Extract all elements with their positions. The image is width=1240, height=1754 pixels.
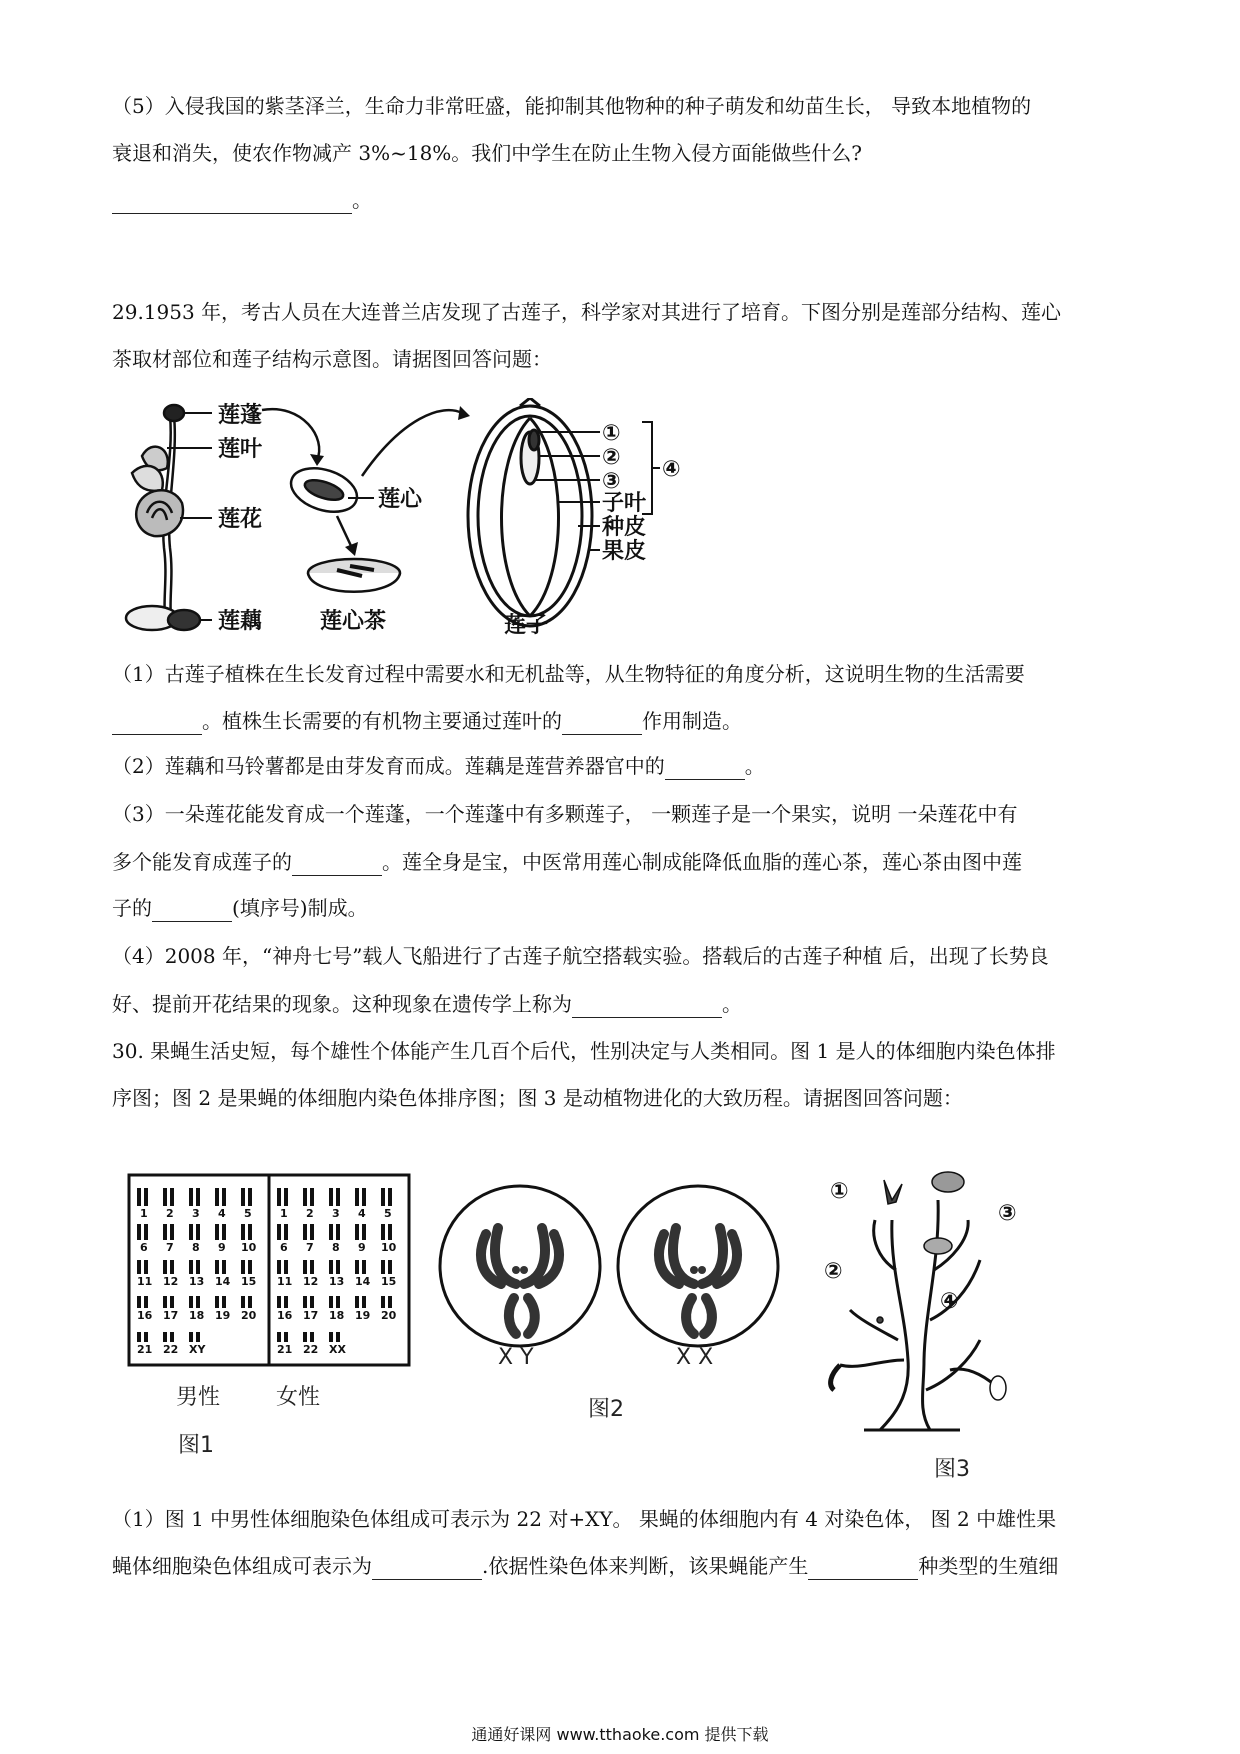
fig1-caption: 图1 [178,1433,214,1458]
reptile-icon [924,1238,952,1254]
q29-2-line [112,752,765,780]
text-segment: 种类型的生殖细 [918,1554,1059,1578]
chromosome-number: 20 [241,1309,257,1322]
answer-blank[interactable] [292,853,382,876]
chromosome-number: 9 [218,1241,226,1254]
animal-mark-icon [877,1317,883,1323]
chromosome-number: 3 [332,1207,340,1220]
chromosome-number: 5 [244,1207,252,1220]
chromosome-number: 14 [215,1275,231,1288]
q29-4-line1: （4）2008 年，“神舟七号”载人飞船进行了古莲子航空搭载实验。搭载后的古莲子种植 后，出现了长势良 [112,944,1049,968]
text-segment: 多个能发育成莲子的 [112,850,292,874]
chromosome-number: 18 [189,1309,205,1322]
lotus-tea-cup [308,559,400,592]
text-segment: 。 [722,992,742,1016]
label-part-2: ② [602,445,621,470]
sex-chromosome-xy: X Y [498,1345,534,1370]
chromosome-number: 6 [140,1241,148,1254]
punctuation: 。 [352,188,372,212]
chromosome-number: 6 [280,1241,288,1254]
chromosome-number: 22 [303,1343,319,1356]
text-segment: 子的 [112,896,152,920]
fig2-caption: 图2 [588,1397,624,1422]
label-evo-1: ① [830,1179,849,1204]
chromosome-number: XX [329,1343,346,1356]
q29-3-line3 [112,894,368,922]
label-evo-2: ② [824,1259,843,1284]
text-segment: 。植株生长需要的有机物主要通过莲叶的 [202,709,562,733]
q28-5-line2: 衰退和消失，使农作物减产 3%~18%。我们中学生在防止生物入侵方面能做些什么? [112,141,863,165]
chromosome-number: 21 [137,1343,153,1356]
answer-blank[interactable] [562,712,642,735]
label-lotus-root: 莲藕 [218,609,263,634]
chromosome-number: 10 [241,1241,257,1254]
chromosome-number: 16 [137,1309,153,1322]
text-segment: 好、提前开花结果的现象。这种现象在遗传学上称为 [112,992,572,1016]
label-lotus-seed: 莲子 [504,613,549,638]
chromosome-number: 1 [280,1207,288,1220]
chromosome-number: 10 [381,1241,397,1254]
mammal-icon [932,1172,964,1192]
q30-intro-line1: 30. 果蝇生活史短，每个雄性个体能产生几百个后代，性别决定与人类相同。图 1 是人的体细胞内染色体排 [112,1039,1056,1063]
chromosome-number: 8 [332,1241,340,1254]
label-evo-4: ④ [940,1289,959,1314]
text-segment: （2）莲藕和马铃薯都是由芽发育而成。莲藕是莲营养器官中的 [112,754,665,778]
chromosome-number: 13 [329,1275,345,1288]
chromosome-number: 1 [140,1207,148,1220]
bird-icon [884,1180,902,1204]
label-part-1: ① [602,421,621,446]
seedling-icon [990,1376,1006,1400]
q29-1-line1: （1）古莲子植株在生长发育过程中需要水和无机盐等，从生物特征的角度分析，这说明生物的生活需要 [112,662,1025,686]
label-evo-3: ③ [998,1201,1017,1226]
label-seed-coat: 种皮 [602,515,647,540]
lotus-seed-small [285,460,362,519]
chromosome-number: 4 [218,1207,226,1220]
q28-5-answer-line [112,186,372,214]
label-female: 女性 [276,1385,321,1410]
chromosome-number: 12 [303,1275,319,1288]
label-lotus-tea: 莲心茶 [320,609,387,634]
chromosome-number: 14 [355,1275,371,1288]
answer-blank[interactable] [372,1557,482,1580]
chromosome-number: 7 [166,1241,174,1254]
q29-intro-line1: 29.1953 年，考古人员在大连普兰店发现了古莲子，科学家对其进行了培育。下图分别是莲部分结构、莲心 [112,300,1062,324]
q29-3-line2 [112,848,1022,876]
label-part-4-embryo: ④ [662,457,681,482]
chromosome-number: 13 [189,1275,205,1288]
label-lotus-heart: 莲心 [378,487,423,512]
chromosome-number: 19 [355,1309,371,1322]
chromosome-number: 15 [241,1275,257,1288]
label-part-3: ③ [602,469,621,494]
label-lotus-flower: 莲花 [218,507,263,532]
chromosome-number: 17 [303,1309,319,1322]
chromosome-number: 19 [215,1309,231,1322]
chromosome-number: 17 [163,1309,179,1322]
text-segment: .依据性染色体来判断，该果蝇能产生 [482,1554,809,1578]
chromosome-number: 7 [306,1241,314,1254]
chromosome-number: 18 [329,1309,345,1322]
text-segment: 。莲全身是宝，中医常用莲心制成能降低血脂的莲心茶，莲心茶由图中莲 [382,850,1022,874]
chromosome-number: 8 [192,1241,200,1254]
q30-1-line1: （1）图 1 中男性体细胞染色体组成可表示为 22 对+XY。 果蝇的体细胞内有 4 对染色体， 图 2 中雄性果 [112,1507,1057,1531]
male-fruitfly-cell [440,1186,600,1370]
fruitfly-chromosome-figure [436,1166,796,1436]
chromosome-number: 20 [381,1309,397,1322]
answer-blank[interactable] [665,757,745,780]
answer-blank[interactable] [808,1557,918,1580]
chromosome-number: 2 [166,1207,174,1220]
chromosome-number: 11 [137,1275,153,1288]
evolution-tree-figure [820,1160,1060,1480]
chromosome-number: 4 [358,1207,366,1220]
chromosome-number: 12 [163,1275,179,1288]
q29-3-line1: （3）一朵莲花能发育成一个莲蓬，一个莲蓬中有多颗莲子， 一颗莲子是一个果实，说明 一朵莲花中有 [112,802,1018,826]
text-segment: 作用制造。 [642,709,742,733]
chromosome-number: 15 [381,1275,397,1288]
chromosome-number: 11 [277,1275,293,1288]
label-pericarp: 果皮 [602,539,647,564]
chromosome-number: XY [189,1343,206,1356]
answer-blank[interactable] [112,191,352,214]
karyotype-figure [126,1172,416,1462]
label-lotus-pod: 莲蓬 [218,403,263,428]
sex-chromosome-xx: X X [676,1345,714,1370]
text-segment: 蝇体细胞染色体组成可表示为 [112,1554,372,1578]
label-lotus-leaf: 莲叶 [218,437,263,462]
lotus-structure-figure [112,398,792,638]
answer-blank[interactable] [112,712,202,735]
chromosome-number: 21 [277,1343,293,1356]
label-male: 男性 [176,1385,221,1410]
chromosome-number: 2 [306,1207,314,1220]
q29-intro-line2: 茶取材部位和莲子结构示意图。请据图回答问题： [112,347,552,371]
answer-blank[interactable] [572,995,722,1018]
answer-blank[interactable] [152,899,232,922]
text-segment: 。 [744,754,765,778]
chromosome-number: 3 [192,1207,200,1220]
page-footer: 通通好课网 www.tthaoke.com 提供下载 [471,1725,769,1744]
q30-1-line2 [112,1552,1058,1580]
chromosome-number: 16 [277,1309,293,1322]
evolution-tree-drawing [831,1200,1000,1430]
female-fruitfly-cell [618,1186,778,1370]
fig3-caption: 图3 [934,1457,970,1480]
chromosome-number: 9 [358,1241,366,1254]
q29-4-line2 [112,990,742,1018]
q28-5-line1: （5）入侵我国的紫茎泽兰，生命力非常旺盛，能抑制其他物种的种子萌发和幼苗生长， 导致本地植物的 [112,94,1032,118]
chromosome-number: 22 [163,1343,179,1356]
text-segment: (填序号)制成。 [232,896,368,920]
label-cotyledon: 子叶 [602,491,647,516]
q29-1-line2 [112,707,742,735]
chromosome-number: 5 [384,1207,392,1220]
q30-intro-line2: 序图；图 2 是果蝇的体细胞内染色体排序图；图 3 是动植物进化的大致历程。请据图回答问题： [112,1086,963,1110]
